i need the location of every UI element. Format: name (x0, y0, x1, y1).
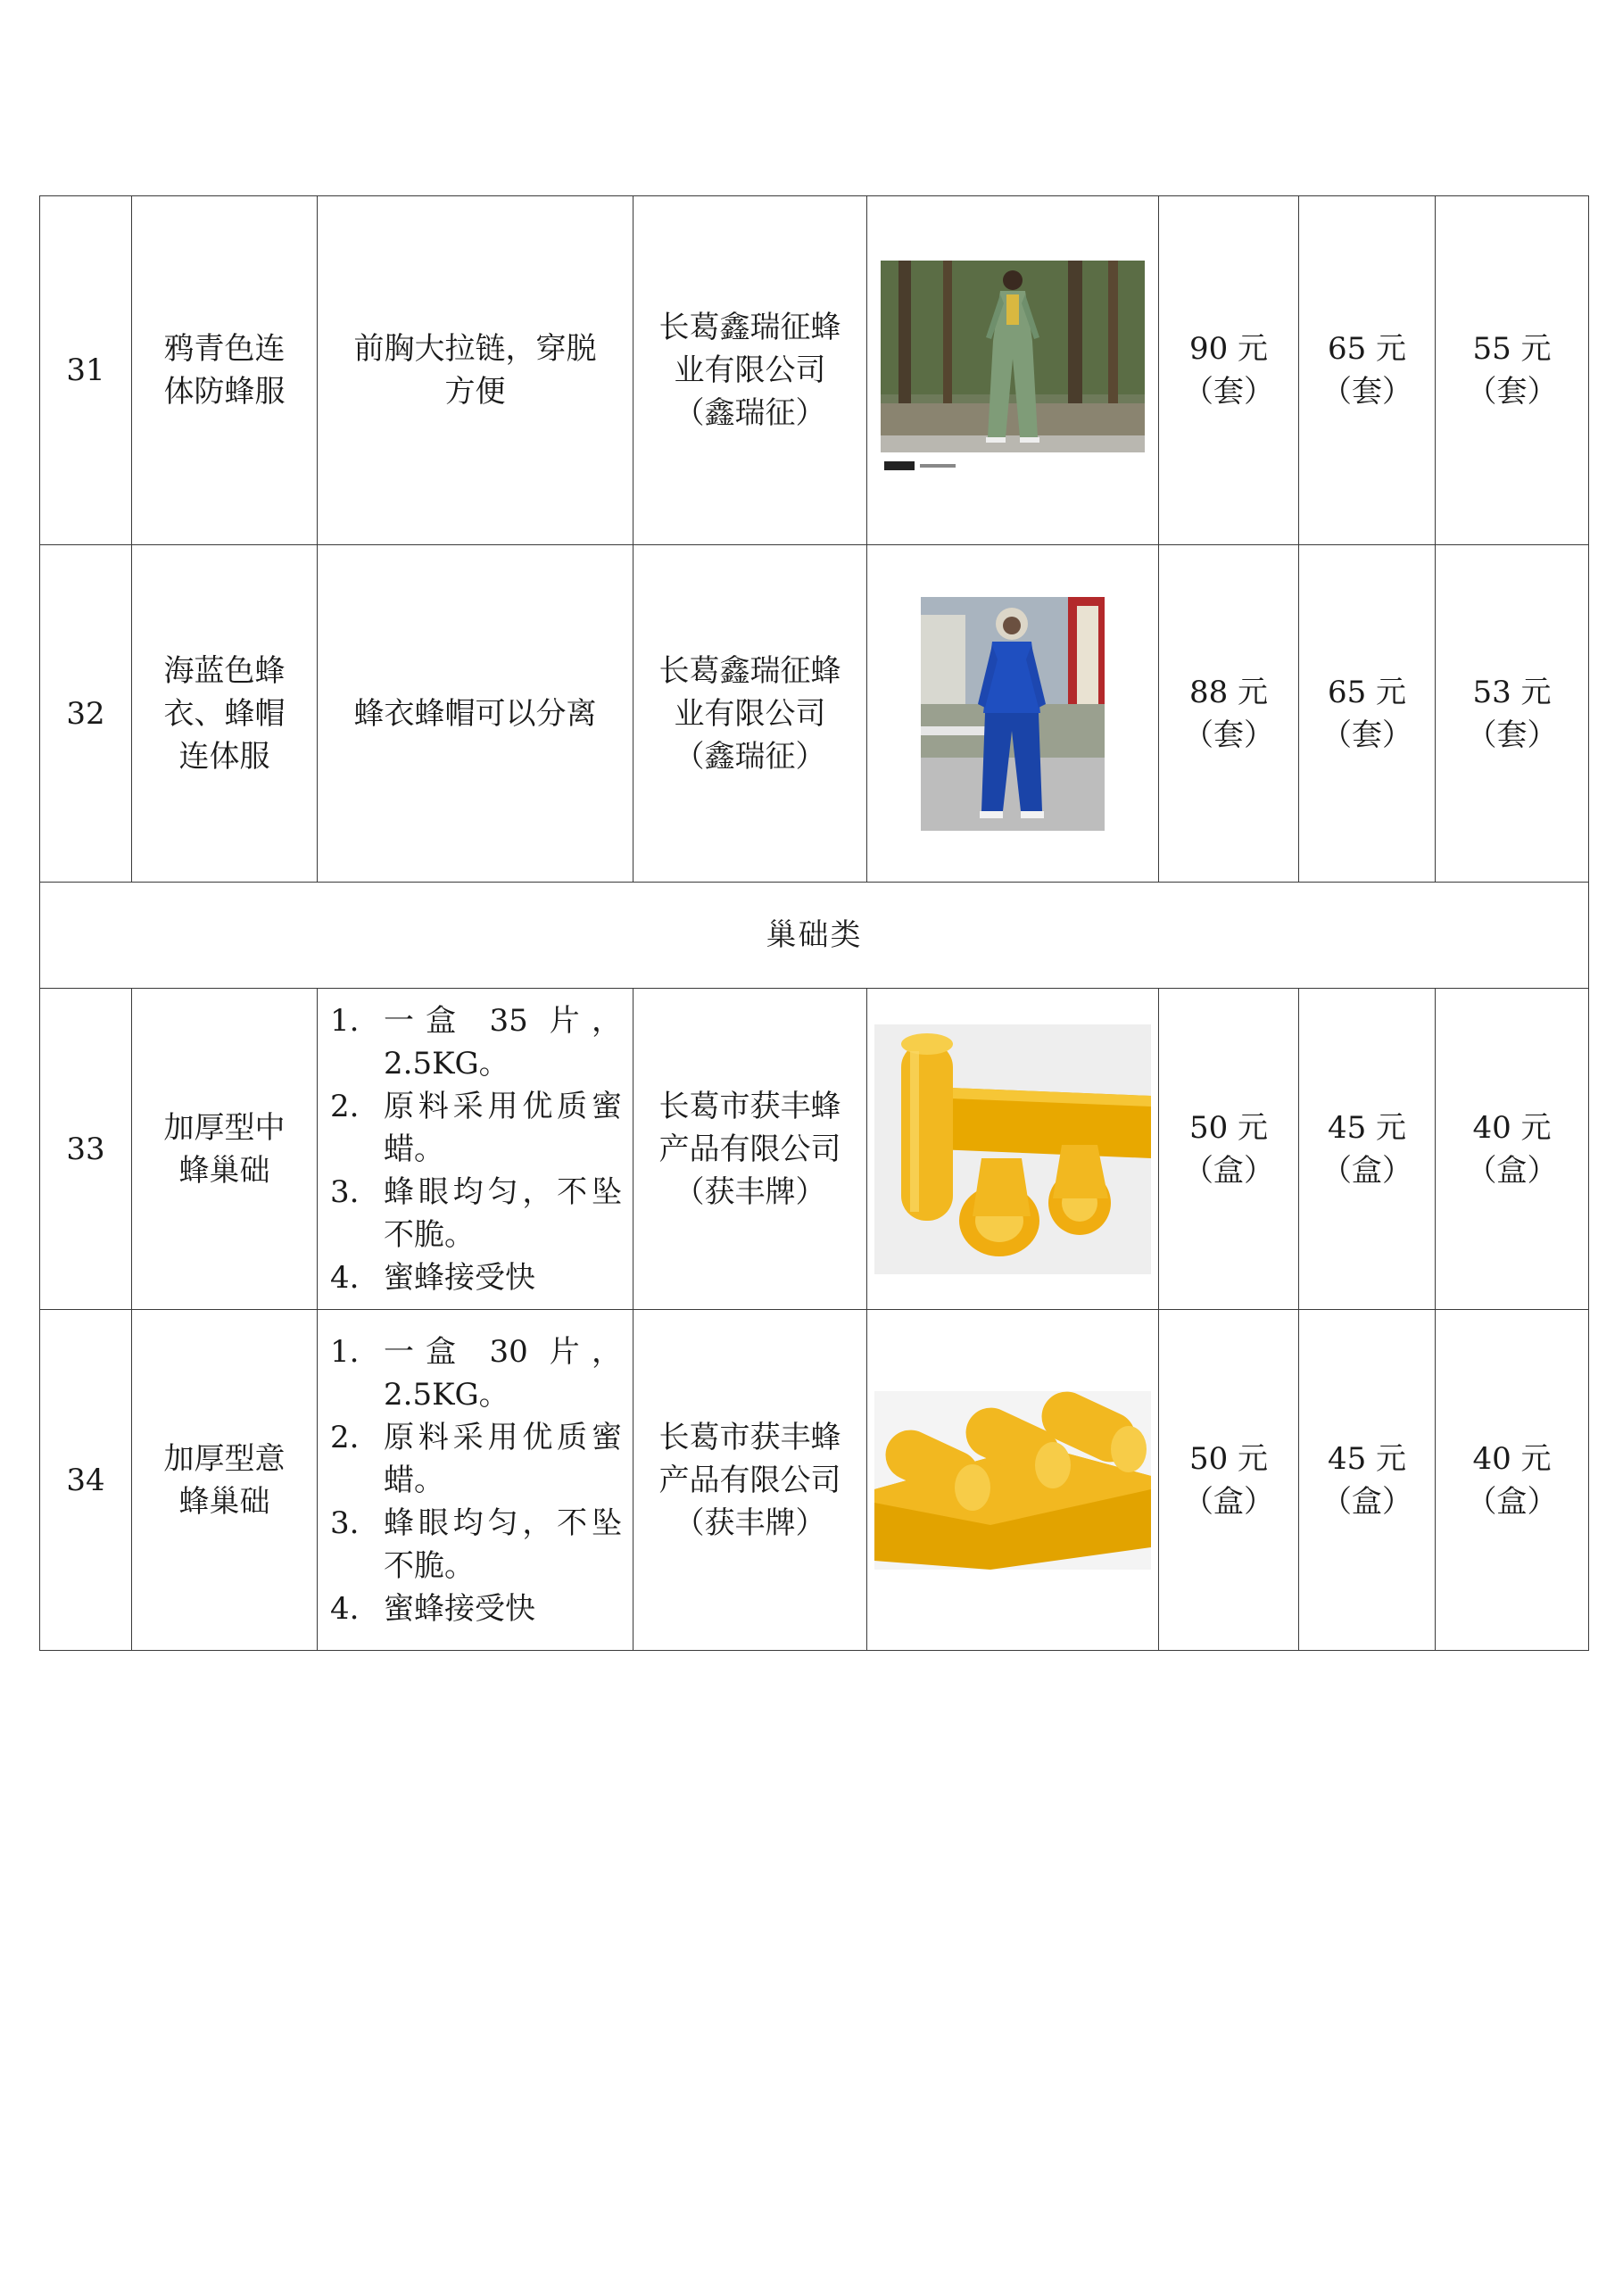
list-item: 4. 蜜蜂接受快 (330, 1590, 535, 1627)
price-tier-1: 90 元 （套） (1159, 196, 1299, 545)
table-row (40, 989, 1589, 1310)
list-item: 4. 蜜蜂接受快 (330, 1259, 535, 1296)
product-name: 加厚型意 蜂巢础 (132, 1310, 318, 1651)
table-row (40, 545, 1589, 883)
product-name: 鸦青色连 体防蜂服 (132, 196, 318, 545)
product-features (318, 1310, 633, 1651)
price-tier-2: 65 元 （套） (1299, 545, 1436, 883)
feature-list (318, 1330, 633, 1630)
wax-foundation-rolls-photo (874, 1391, 1151, 1570)
price-tier-3: 53 元 （套） (1436, 545, 1589, 883)
product-photo-cell (867, 989, 1159, 1310)
product-features: 前胸大拉链，穿脱 方便 (318, 196, 633, 545)
price-tier-3: 55 元 （套） (1436, 196, 1589, 545)
product-photo-cell (867, 545, 1159, 883)
product-photo-cell (867, 196, 1159, 545)
product-table (39, 195, 1589, 1651)
list-item: 2. 原料采用优质蜜蜡。 (330, 1088, 622, 1167)
price-tier-2: 45 元 （盒） (1299, 1310, 1436, 1651)
row-number: 34 (40, 1310, 132, 1651)
wax-foundation-sheets-photo (874, 1024, 1151, 1274)
table-row (40, 1310, 1589, 1651)
price-tier-1: 50 元 （盒） (1159, 989, 1299, 1310)
price-tier-3: 40 元 （盒） (1436, 989, 1589, 1310)
product-name: 海蓝色蜂 衣、蜂帽 连体服 (132, 545, 318, 883)
manufacturer: 长葛市获丰蜂 产品有限公司 （获丰牌） (633, 1310, 867, 1651)
row-number: 31 (40, 196, 132, 545)
row-number: 33 (40, 989, 132, 1310)
section-label: 巢础类 (40, 883, 1589, 989)
green-beekeeping-suit-photo (881, 261, 1145, 480)
price-tier-3: 40 元 （盒） (1436, 1310, 1589, 1651)
blue-beekeeping-suit-photo (921, 597, 1105, 831)
price-tier-2: 45 元 （盒） (1299, 989, 1436, 1310)
product-name: 加厚型中 蜂巢础 (132, 989, 318, 1310)
table-row (40, 196, 1589, 545)
section-row (40, 883, 1589, 989)
product-features: 蜂衣蜂帽可以分离 (318, 545, 633, 883)
product-photo-cell (867, 1310, 1159, 1651)
manufacturer: 长葛鑫瑞征蜂 业有限公司 （鑫瑞征） (633, 545, 867, 883)
product-features (318, 989, 633, 1310)
price-tier-1: 88 元 （套） (1159, 545, 1299, 883)
row-number: 32 (40, 545, 132, 883)
list-item: 3. 蜂眼均匀，不坠不脆。 (330, 1504, 622, 1584)
manufacturer: 长葛市获丰蜂 产品有限公司 （获丰牌） (633, 989, 867, 1310)
list-item: 2. 原料采用优质蜜蜡。 (330, 1419, 622, 1498)
list-item: 1. 一盒 30 片，2.5KG。 (330, 1333, 622, 1413)
manufacturer: 长葛鑫瑞征蜂 业有限公司 （鑫瑞征） (633, 196, 867, 545)
price-tier-2: 65 元 （套） (1299, 196, 1436, 545)
price-tier-1: 50 元 （盒） (1159, 1310, 1299, 1651)
list-item: 1. 一盒 35 片，2.5KG。 (330, 1002, 622, 1082)
feature-list (318, 999, 633, 1299)
list-item: 3. 蜂眼均匀，不坠不脆。 (330, 1173, 622, 1253)
